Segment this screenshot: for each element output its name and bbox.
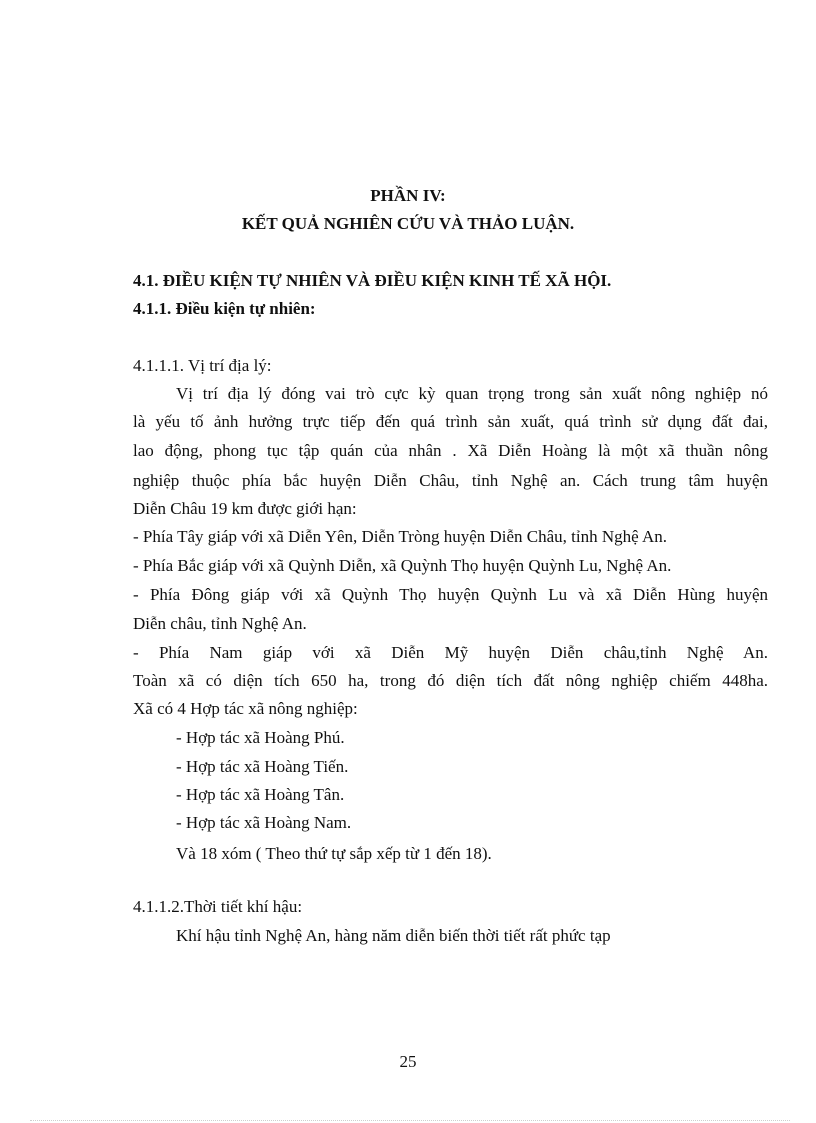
cooperative-item: - Hợp tác xã Hoàng Tiến. [176,757,349,776]
border-south: - Phía Nam giáp với xã Diễn Mỹ huyện Diễn châu,tỉnh Nghệ An. [133,643,768,662]
paragraph-line: Diễn châu, tỉnh Nghệ An. [133,614,307,633]
paragraph-line: nghiệp thuộc phía bắc huyện Diễn Châu, tỉnh Nghệ an. Cách trung tâm huyện [133,471,768,490]
border-west: - Phía Tây giáp với xã Diễn Yên, Diễn Tròng huyện Diễn Châu, tỉnh Nghệ An. [133,527,668,546]
cooperative-item: - Hợp tác xã Hoàng Phú. [176,728,345,747]
climate-title: 4.1.1.2.Thời tiết khí hậu: [133,897,303,916]
cooperative-item: - Hợp tác xã Hoàng Nam. [176,813,352,832]
border-east: - Phía Đông giáp với xã Quỳnh Thọ huyện Quỳnh Lu và xã Diễn Hùng huyện [133,585,768,604]
cooperatives-intro: Xã có 4 Hợp tác xã nông nghiệp: [133,699,358,718]
cooperative-item: - Hợp tác xã Hoàng Tân. [176,785,345,804]
subsubsection-title: 4.1.1.1. Vị trí địa lý: [133,356,272,375]
page-number: 25 [399,1052,417,1071]
subsection-heading: 4.1.1. Điều kiện tự nhiên: [133,299,316,318]
paragraph-line: là yếu tố ảnh hưởng trực tiếp đến quá trình sản xuất, quá trình sử dụng đất đai, [133,412,768,431]
chapter-title: KẾT QUẢ NGHIÊN CỨU VÀ THẢO LUẬN. [241,214,575,233]
paragraph-line: lao động, phong tục tập quán của nhân . Xã Diễn Hoàng là một xã thuần nông [133,441,768,460]
paragraph-line: Diễn Châu 19 km được giới hạn: [133,499,357,518]
part-heading: PHẦN IV: [370,186,446,205]
paragraph-line: Vị trí địa lý đóng vai trò cực kỳ quan trọng trong sản xuất nông nghiệp nó [176,384,768,403]
section-heading: 4.1. ĐIỀU KIỆN TỰ NHIÊN VÀ ĐIỀU KIỆN KINH TẾ XÃ HỘI. [133,271,612,290]
border-north: - Phía Bắc giáp với xã Quỳnh Diễn, xã Quỳnh Thọ huyện Quỳnh Lu, Nghệ An. [133,556,672,575]
climate-line: Khí hậu tỉnh Nghệ An, hàng năm diễn biến thời tiết rất phức tạp [176,926,611,945]
area-line: Toàn xã có diện tích 650 ha, trong đó diện tích đất nông nghiệp chiếm 448ha. [133,671,768,690]
page-bottom-dotted-rule [30,1120,790,1121]
hamlets-line: Và 18 xóm ( Theo thứ tự sắp xếp từ 1 đến 18). [176,844,492,863]
